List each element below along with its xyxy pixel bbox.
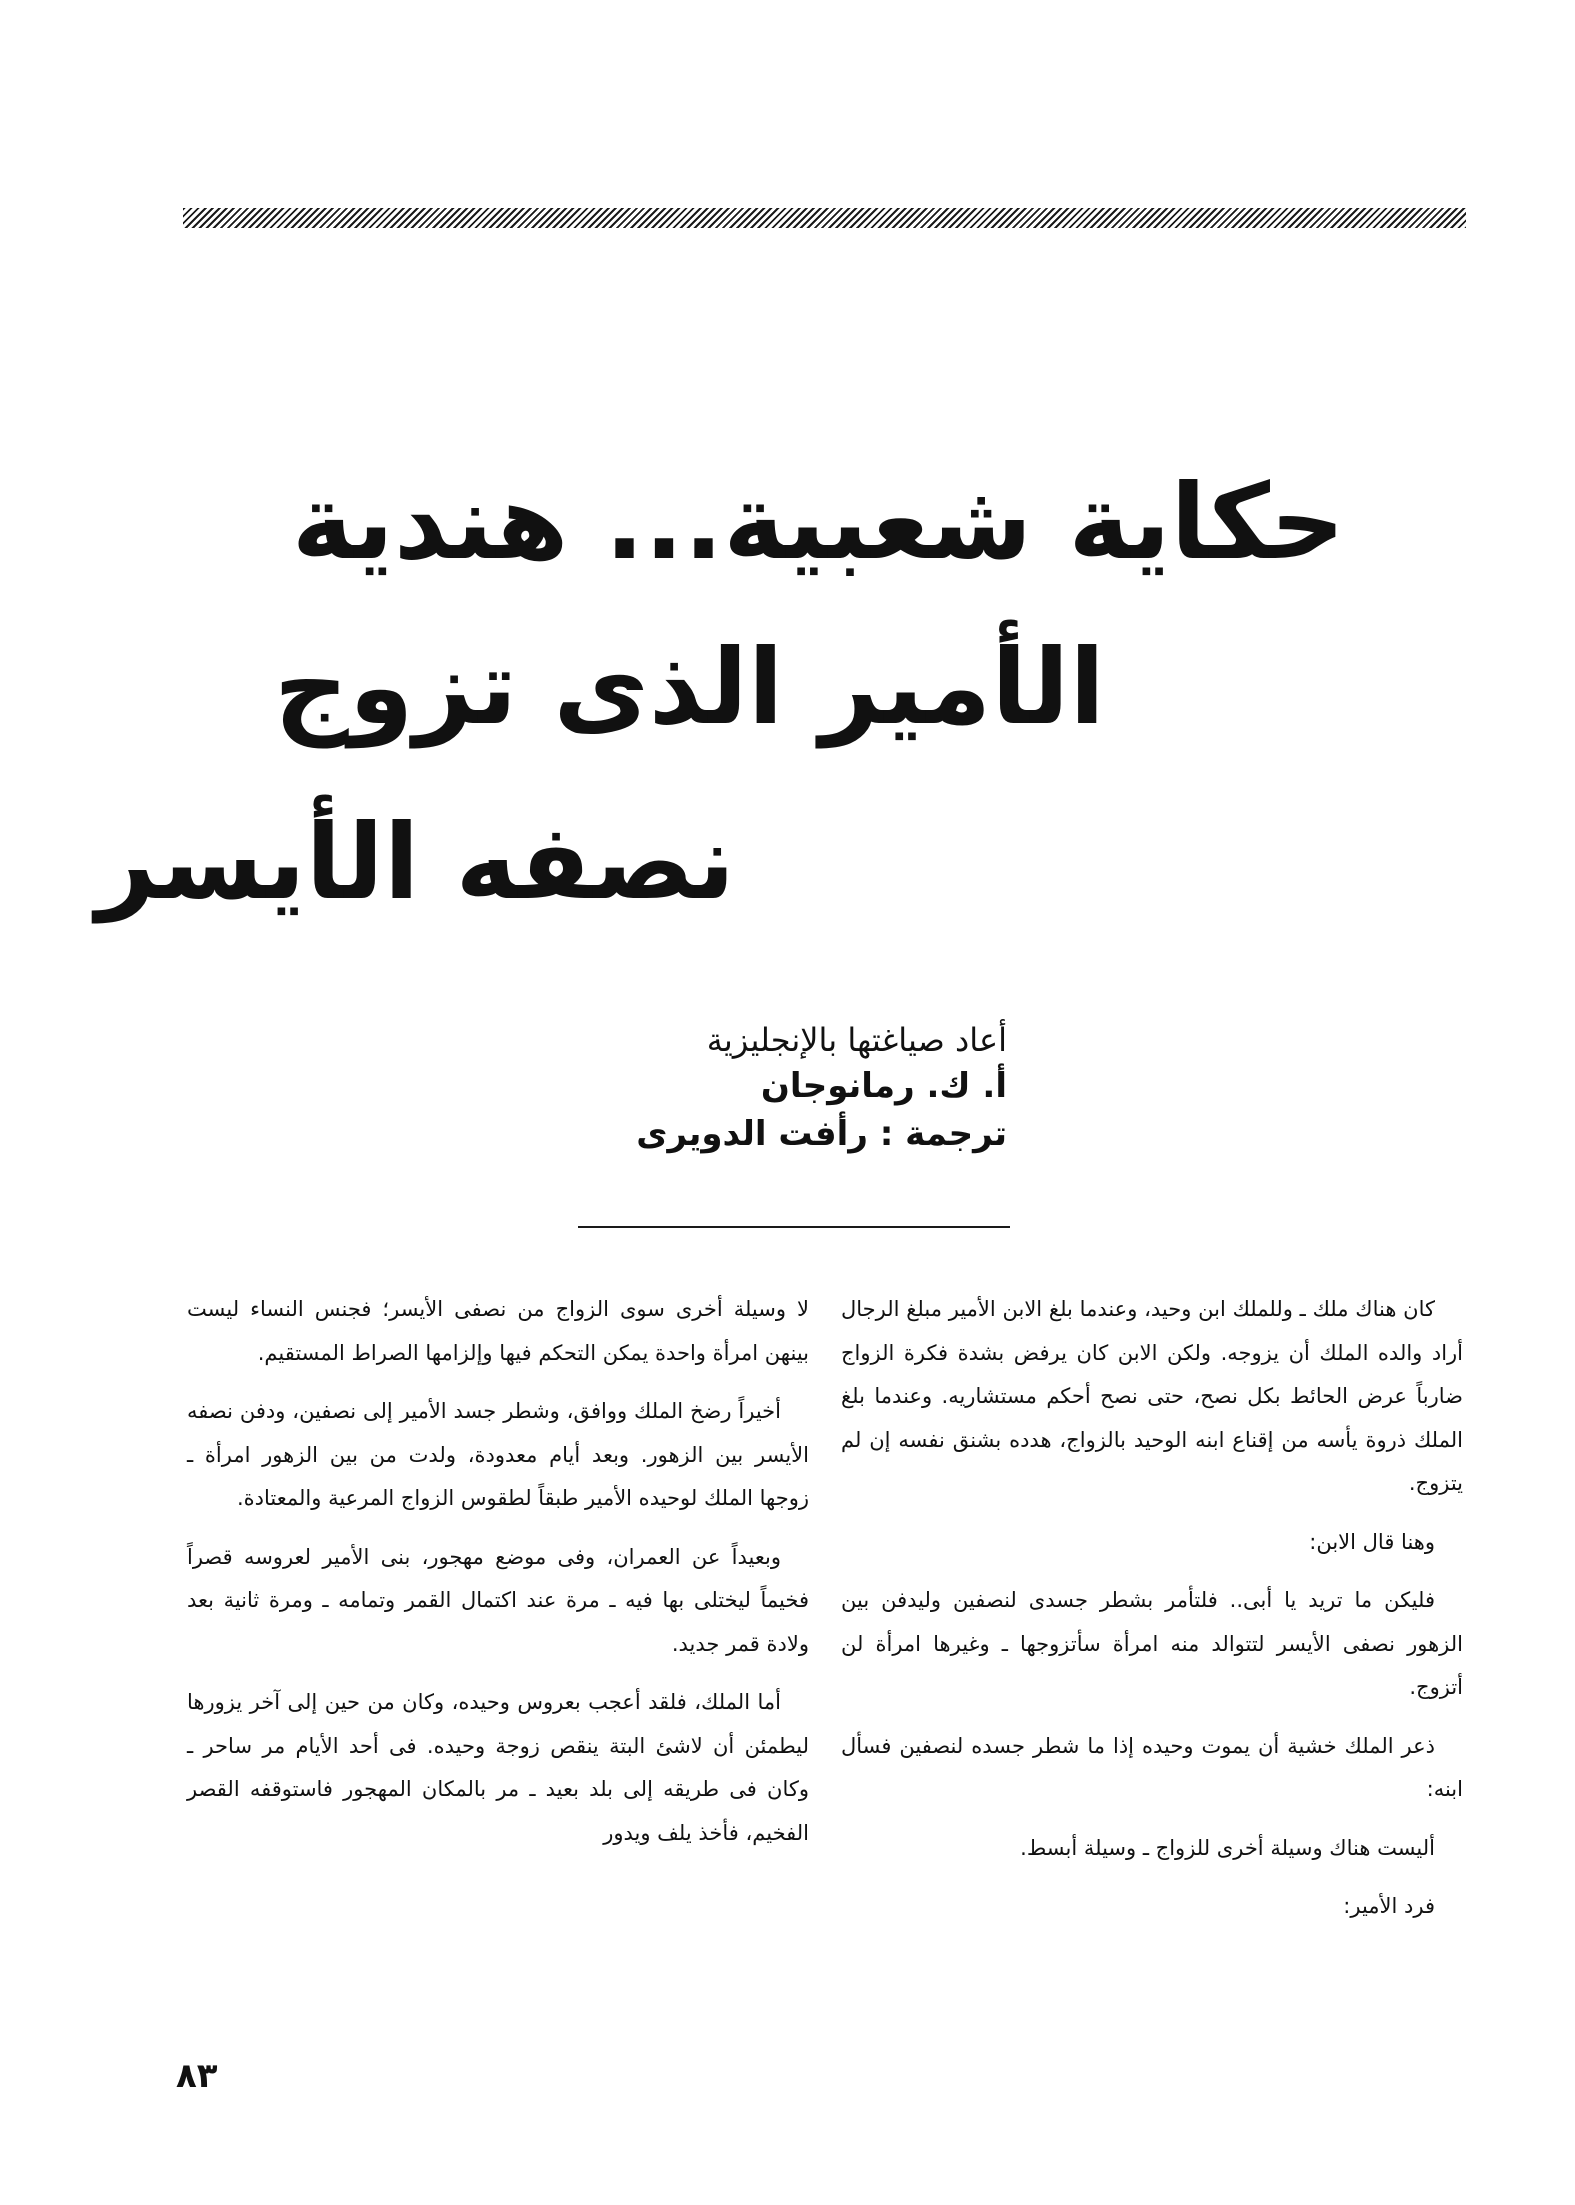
paragraph: لا وسيلة أخرى سوى الزواج من نصفى الأيسر؛ فجنس النساء ليست بينهن امرأة واحدة يمكن التحكم فيها وإلزامها الصراط المستقيم. xyxy=(187,1297,809,1365)
paragraph: أليست هناك وسيلة أخرى للزواج ـ وسيلة أبسط. xyxy=(1020,1835,1435,1860)
paragraph: أما الملك، فلقد أعجب بعروس وحيده، وكان من حين إلى آخر يزورها ليطمئن أن لاشئ البتة ينقص زوجة وحيده. فى أحد الأيام مر ساحر ـ وكان فى طريقه إلى بلد بعيد ـ مر بالمكان المهجور فاستوقفه القصر الفخيم، فأخذ يلف ويدور xyxy=(187,1690,809,1845)
decorative-hatched-rule xyxy=(183,208,1466,228)
article-title-line-2: الأمير الذى تزوج xyxy=(273,626,1105,748)
credit-role: أعاد صياغتها بالإنجليزية xyxy=(706,1021,1007,1059)
paragraph: أخيراً رضخ الملك ووافق، وشطر جسد الأمير إلى نصفين، ودفن نصفه الأيسر بين الزهور. وبعد أيام معدودة، ولدت من بين الزهور امرأة ـ زوجها الملك لوحيده الأمير طبقاً لطقوس الزواج المرعية والمعتادة. xyxy=(187,1399,809,1510)
article-title-line-3: نصفه الأيسر xyxy=(96,801,735,923)
paragraph: وهنا قال الابن: xyxy=(1309,1529,1435,1554)
text-column-left xyxy=(187,1288,809,1870)
paragraph: فرد الأمير: xyxy=(1343,1894,1435,1918)
credits-divider xyxy=(578,1226,1010,1228)
page-number: ٨٣ xyxy=(176,2056,218,2096)
credits-block xyxy=(587,1018,1007,1158)
paragraph: كان هناك ملك ـ وللملك ابن وحيد، وعندما بلغ الابن الأمير مبلغ الرجال أراد والده الملك أن يزوجه. ولكن الابن كان يرفض بشدة فكرة الزواج ضارباً عرض الحائط بكل نصح، حتى نصح أحكم مستشاريه. وعندما بلغ الملك ذروة يأسه من إقناع ابنه الوحيد بالزواج، هدده بشنق نفسه إن لم يتزوج. xyxy=(841,1297,1463,1495)
article-title-line-1: حكاية شعبية... هندية xyxy=(291,461,1345,583)
credit-author: أ. ك. رمانوجان xyxy=(760,1066,1007,1106)
paragraph: ذعر الملك خشية أن يموت وحيده إذا ما شطر جسده لنصفين فسأل ابنه: xyxy=(841,1733,1463,1801)
paragraph: وبعيداً عن العمران، وفى موضع مهجور، بنى الأمير لعروسه قصراً فخيماً ليختلى بها فيه ـ مرة عند اكتمال القمر وتمامه ـ ومرة ثانية بعد ولادة قمر جديد. xyxy=(187,1544,809,1656)
credit-translator: ترجمة : رأفت الدويرى xyxy=(636,1114,1007,1154)
text-column-right xyxy=(841,1288,1463,1944)
paragraph: فليكن ما تريد يا أبى.. فلتأمر بشطر جسدى لنصفين وليدفن بين الزهور نصفى الأيسر لتتوالد منه امرأة سأتزوجها ـ وغيرها امرأة لن أتزوج. xyxy=(841,1588,1463,1699)
